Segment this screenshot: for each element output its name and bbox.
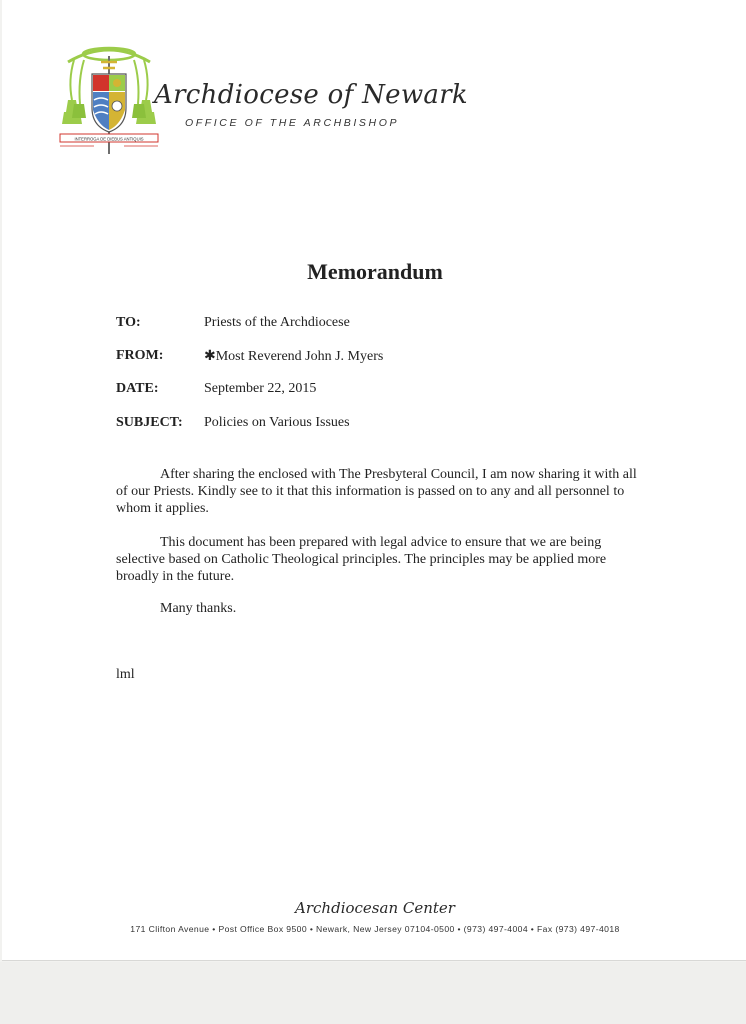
header-subject-label: SUBJECT: xyxy=(116,415,183,430)
archdiocese-coat-of-arms-icon xyxy=(54,40,164,158)
footer-address: 171 Clifton Avenue • Post Office Box 9500 • Newark, New Jersey 07104-0500 • (973) 497-4004 • Fax (973) 497-4018 xyxy=(130,924,620,934)
memo-title: Memorandum xyxy=(307,259,443,284)
memo-page xyxy=(2,0,746,961)
header-from-label: FROM: xyxy=(116,348,164,363)
crest-motto: INTERROGA DE DIEBUS ANTIQUIS xyxy=(74,136,144,142)
header-date-label: DATE: xyxy=(116,381,159,396)
header-from-value: ✱Most Reverend John J. Myers xyxy=(204,349,384,364)
letterhead-organization: Archdiocese of Newark xyxy=(154,80,468,110)
typist-initials: lml xyxy=(116,667,135,682)
scan-margin xyxy=(0,962,746,1024)
footer-center-name: Archdiocesan Center xyxy=(295,899,455,917)
body-paragraph-1: After sharing the enclosed with The Presbyteral Council, I am now sharing it with all of our Priests. Kindly see to it that this information is passed on to any and all personnel to whom it applies. xyxy=(116,467,637,516)
header-to-label: TO: xyxy=(116,315,141,330)
body-paragraph-2: This document has been prepared with legal advice to ensure that we are being selective based on Catholic Theological principles. The principles may be applied more broadly in the future. xyxy=(116,535,607,584)
header-date-value: September 22, 2015 xyxy=(204,381,317,396)
header-subject-value: Policies on Various Issues xyxy=(204,415,350,430)
header-to-value: Priests of the Archdiocese xyxy=(204,315,350,330)
body-paragraph-3: Many thanks. xyxy=(160,601,237,616)
letterhead-office: OFFICE OF THE ARCHBISHOP xyxy=(185,117,400,129)
